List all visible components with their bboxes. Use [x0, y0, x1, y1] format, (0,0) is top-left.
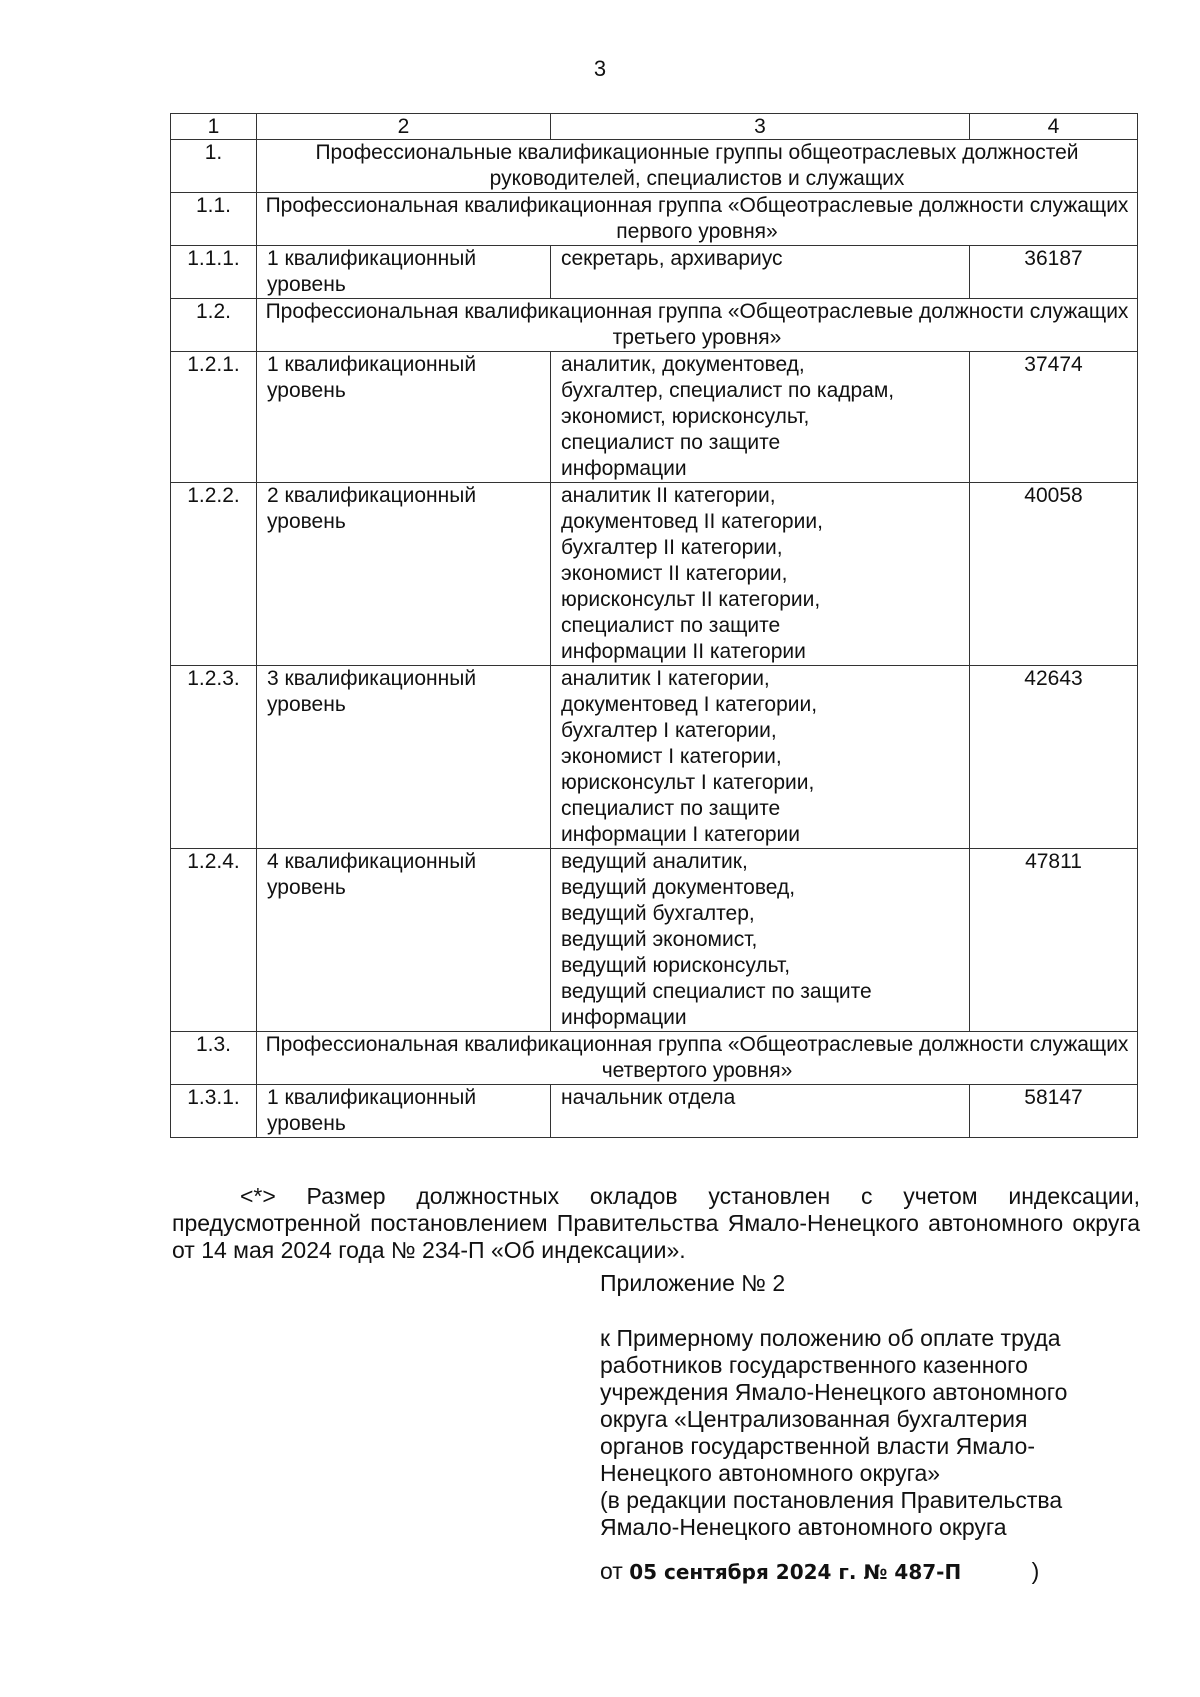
table-header-row [171, 114, 1138, 140]
table-group-row [171, 193, 1138, 246]
row-number: 1.2.4. [171, 849, 257, 1032]
group-title: Профессиональная квалификационная группа «Общеотраслевые должности служащих четвертого уровня» [257, 1032, 1138, 1085]
header-cell: 3 [551, 114, 970, 140]
table-row [171, 1085, 1138, 1138]
header-cell: 1 [171, 114, 257, 140]
table-row [171, 483, 1138, 666]
table-row [171, 849, 1138, 1032]
footnote: <*> Размер должностных окладов установлен с учетом индексации, предусмотренной постановлением Правительства Ямало-Ненецкого автономного округа от 14 мая 2024 года № 234-П «Об индексации». [172, 1183, 1140, 1263]
table-group-row [171, 1032, 1138, 1085]
salary-amount: 42643 [970, 666, 1138, 849]
qualification-level: 1 квалификационный уровень [257, 1085, 551, 1138]
group-title: Профессиональные квалификационные группы общеотраслевых должностей руководителей, специалистов и служащих [257, 140, 1138, 193]
row-number: 1.1. [171, 193, 257, 246]
qualification-level: 1 квалификационный уровень [257, 352, 551, 483]
table-row [171, 666, 1138, 849]
table-group-row [171, 140, 1138, 193]
salary-amount: 37474 [970, 352, 1138, 483]
row-number: 1.2.1. [171, 352, 257, 483]
salary-amount: 36187 [970, 246, 1138, 299]
row-number: 1.2.2. [171, 483, 257, 666]
table-row [171, 246, 1138, 299]
positions-list: секретарь, архивариус [551, 246, 970, 299]
appendix-reference [600, 1558, 1160, 1586]
positions-list: аналитик II категории, документовед II категории, бухгалтер II категории, экономист II категории, юрисконсульт II категории, специалист по защите информации II категории [551, 483, 970, 666]
header-cell: 4 [970, 114, 1138, 140]
salary-amount: 58147 [970, 1085, 1138, 1138]
positions-list: аналитик, документовед, бухгалтер, специалист по кадрам, экономист, юрисконсульт, специалист по защите информации [551, 352, 970, 483]
positions-list: ведущий аналитик, ведущий документовед, ведущий бухгалтер, ведущий экономист, ведущий юрисконсульт, ведущий специалист по защите информации [551, 849, 970, 1032]
salary-table [170, 113, 1138, 1138]
ref-value: 05 сентября 2024 г. № 487-П [629, 1560, 962, 1584]
row-number: 1.2. [171, 299, 257, 352]
positions-list: аналитик I категории, документовед I категории, бухгалтер I категории, экономист I категории, юрисконсульт I категории, специалист по защите информации I категории [551, 666, 970, 849]
qualification-level: 1 квалификационный уровень [257, 246, 551, 299]
qualification-level: 2 квалификационный уровень [257, 483, 551, 666]
table-row [171, 352, 1138, 483]
ref-close: ) [1031, 1558, 1040, 1584]
group-title: Профессиональная квалификационная группа «Общеотраслевые должности служащих первого уровня» [257, 193, 1138, 246]
appendix-title: Приложение № 2 [600, 1270, 786, 1296]
row-number: 1.2.3. [171, 666, 257, 849]
positions-list: начальник отдела [551, 1085, 970, 1138]
qualification-level: 4 квалификационный уровень [257, 849, 551, 1032]
group-title: Профессиональная квалификационная группа «Общеотраслевые должности служащих третьего уровня» [257, 299, 1138, 352]
ref-prefix: от [600, 1558, 623, 1584]
qualification-level: 3 квалификационный уровень [257, 666, 551, 849]
row-number: 1.3.1. [171, 1085, 257, 1138]
row-number: 1.1.1. [171, 246, 257, 299]
header-cell: 2 [257, 114, 551, 140]
row-number: 1.3. [171, 1032, 257, 1085]
table-group-row [171, 299, 1138, 352]
appendix-body: к Примерному положению об оплате труда работников государственного казенного учреждения Ямало-Ненецкого автономного округа «Централизованная бухгалтерия органов государственной власти Ямало- Ненецкого автономного округа» (в редакции постановления Правительства Ямало-Ненецкого автономного округа [600, 1325, 1068, 1540]
salary-amount: 47811 [970, 849, 1138, 1032]
salary-amount: 40058 [970, 483, 1138, 666]
page-number: 3 [593, 56, 607, 81]
row-number: 1. [171, 140, 257, 193]
